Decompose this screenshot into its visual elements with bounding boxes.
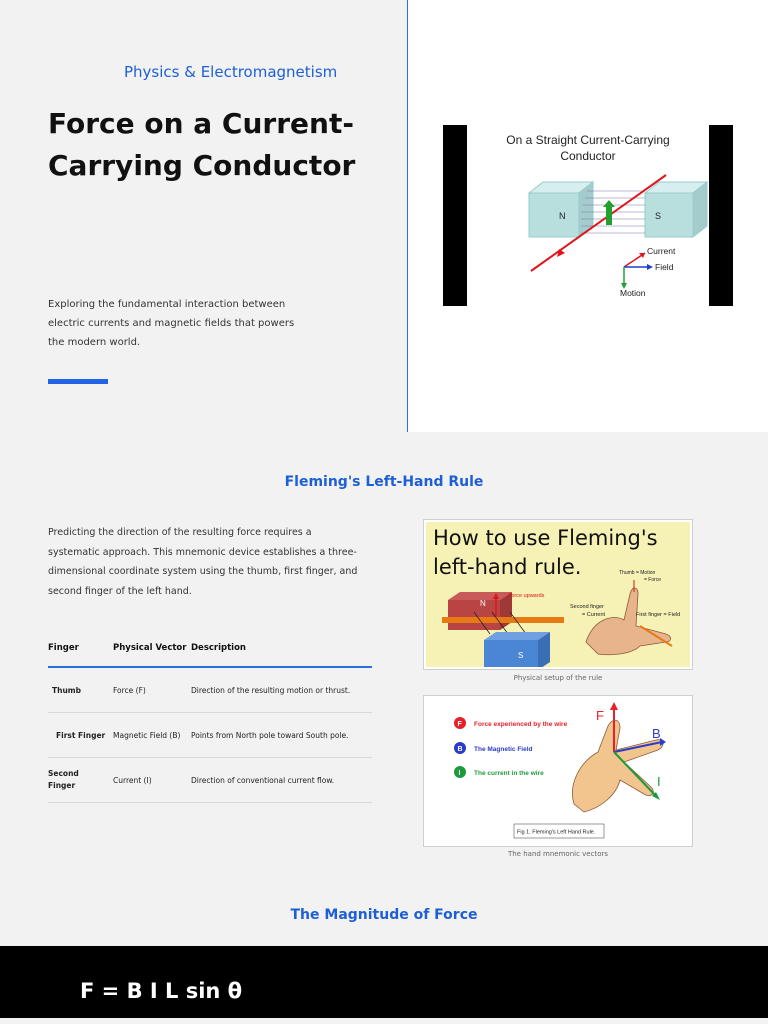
first-finger-label: First finger = Field [636, 612, 681, 618]
figure-caption: Physical setup of the rule [513, 674, 603, 682]
force-badge-letter: F [457, 721, 462, 728]
force-arrow [606, 207, 612, 225]
force-legend-text: Force experienced by the wire [474, 721, 568, 728]
table-row [48, 713, 372, 758]
fleming-rule-figure [423, 519, 693, 670]
table-cell-vector: Current (I) [113, 776, 152, 785]
field-legend-text: The Magnetic Field [474, 746, 533, 753]
current-legend-text: The current in the wire [474, 770, 544, 777]
section-title-fleming: Fleming's Left-Hand Rule [284, 474, 484, 490]
page-title-line: Force on a Current- [48, 107, 354, 140]
south-magnet [645, 193, 693, 237]
south-label: S [518, 651, 524, 660]
force-formula: F = B I L sin θ [80, 979, 243, 1003]
current-badge-letter: I [458, 770, 461, 777]
south-magnet [484, 640, 538, 667]
finger-vector-table [48, 632, 372, 803]
field-axis-head [647, 264, 653, 270]
table-cell-finger: Second Finger [48, 769, 79, 790]
conductor-diagram-art [467, 125, 709, 306]
hand-vectors-art [424, 696, 692, 846]
second-finger-label-line: Second finger [570, 604, 604, 610]
field-axis-label: Field [655, 262, 674, 272]
fleming-rule-art [426, 522, 690, 667]
table-cell-description: Direction of conventional current flow. [191, 776, 335, 785]
fleming-rule-panel [426, 522, 690, 667]
current-axis-label: Current [647, 246, 676, 256]
south-label: S [655, 211, 662, 221]
table-cell-finger: First Finger [56, 731, 106, 740]
table-cell-vector: Magnetic Field (B) [113, 731, 181, 740]
field-badge-letter: B [457, 746, 463, 753]
force-arrow-head [603, 200, 615, 207]
accent-bar [48, 379, 108, 384]
figure-caption: The hand mnemonic vectors [507, 850, 609, 858]
formula-banner [0, 946, 768, 1018]
conductor-wire [442, 617, 564, 623]
table-cell-description: Direction of the resulting motion or thrust. [191, 686, 351, 695]
vector-f-label: F [596, 708, 604, 723]
thumb-label-line: = Force [644, 577, 662, 583]
left-hand-illustration [586, 588, 671, 655]
fleming-intro: Predicting the direction of the resulting force requires a systematic approach. This mnemonic device establishes a three-dimensional coordinate system using the thumb, first finger, and second finger of the left hand. [48, 527, 358, 597]
table-cell-vector: Force (F) [113, 686, 146, 695]
table-cell-description: Points from North pole toward South pole. [191, 731, 349, 740]
thumb-label-line: Thumb = Motion [619, 570, 656, 576]
table-header: Description [191, 643, 246, 653]
topic-eyebrow: Physics & Electromagnetism [124, 63, 338, 81]
motion-axis-label: Motion [620, 288, 646, 298]
fleming-rule-figure-title-line: left-hand rule. [433, 555, 582, 579]
conductor-diagram [443, 125, 733, 306]
section-title-magnitude: The Magnitude of Force [290, 907, 478, 923]
north-magnet [529, 193, 579, 237]
fleming-rule-figure-title-line: How to use Fleming's [433, 526, 658, 550]
vector-b-label: B [652, 726, 661, 741]
fig-label: Fig 1. Fleming's Left Hand Rule. [517, 829, 596, 836]
page-title-line: Carrying Conductor [48, 149, 356, 182]
intro-paragraph: Exploring the fundamental interaction between electric currents and magnetic fields that powers the modern world. [48, 299, 295, 348]
force-upwards-label: Force upwards [508, 593, 545, 599]
hand-vectors-figure [423, 695, 693, 847]
table-row [48, 758, 372, 803]
north-magnet [448, 600, 500, 630]
table-header: Physical Vector [113, 643, 187, 653]
north-label: N [559, 211, 566, 221]
second-finger-label-line: = Current [582, 612, 606, 618]
table-cell-finger: Thumb [52, 686, 81, 695]
table-header-row [48, 632, 372, 668]
page-title [48, 103, 388, 187]
north-label: N [480, 599, 486, 608]
vector-i-label: I [657, 774, 661, 789]
conductor-diagram-title-line: Conductor [560, 149, 616, 163]
conductor-diagram-title-line: On a Straight Current-Carrying [506, 133, 670, 147]
table-header: Finger [48, 643, 79, 653]
conductor-diagram-panel [467, 125, 709, 306]
table-row [48, 668, 372, 713]
